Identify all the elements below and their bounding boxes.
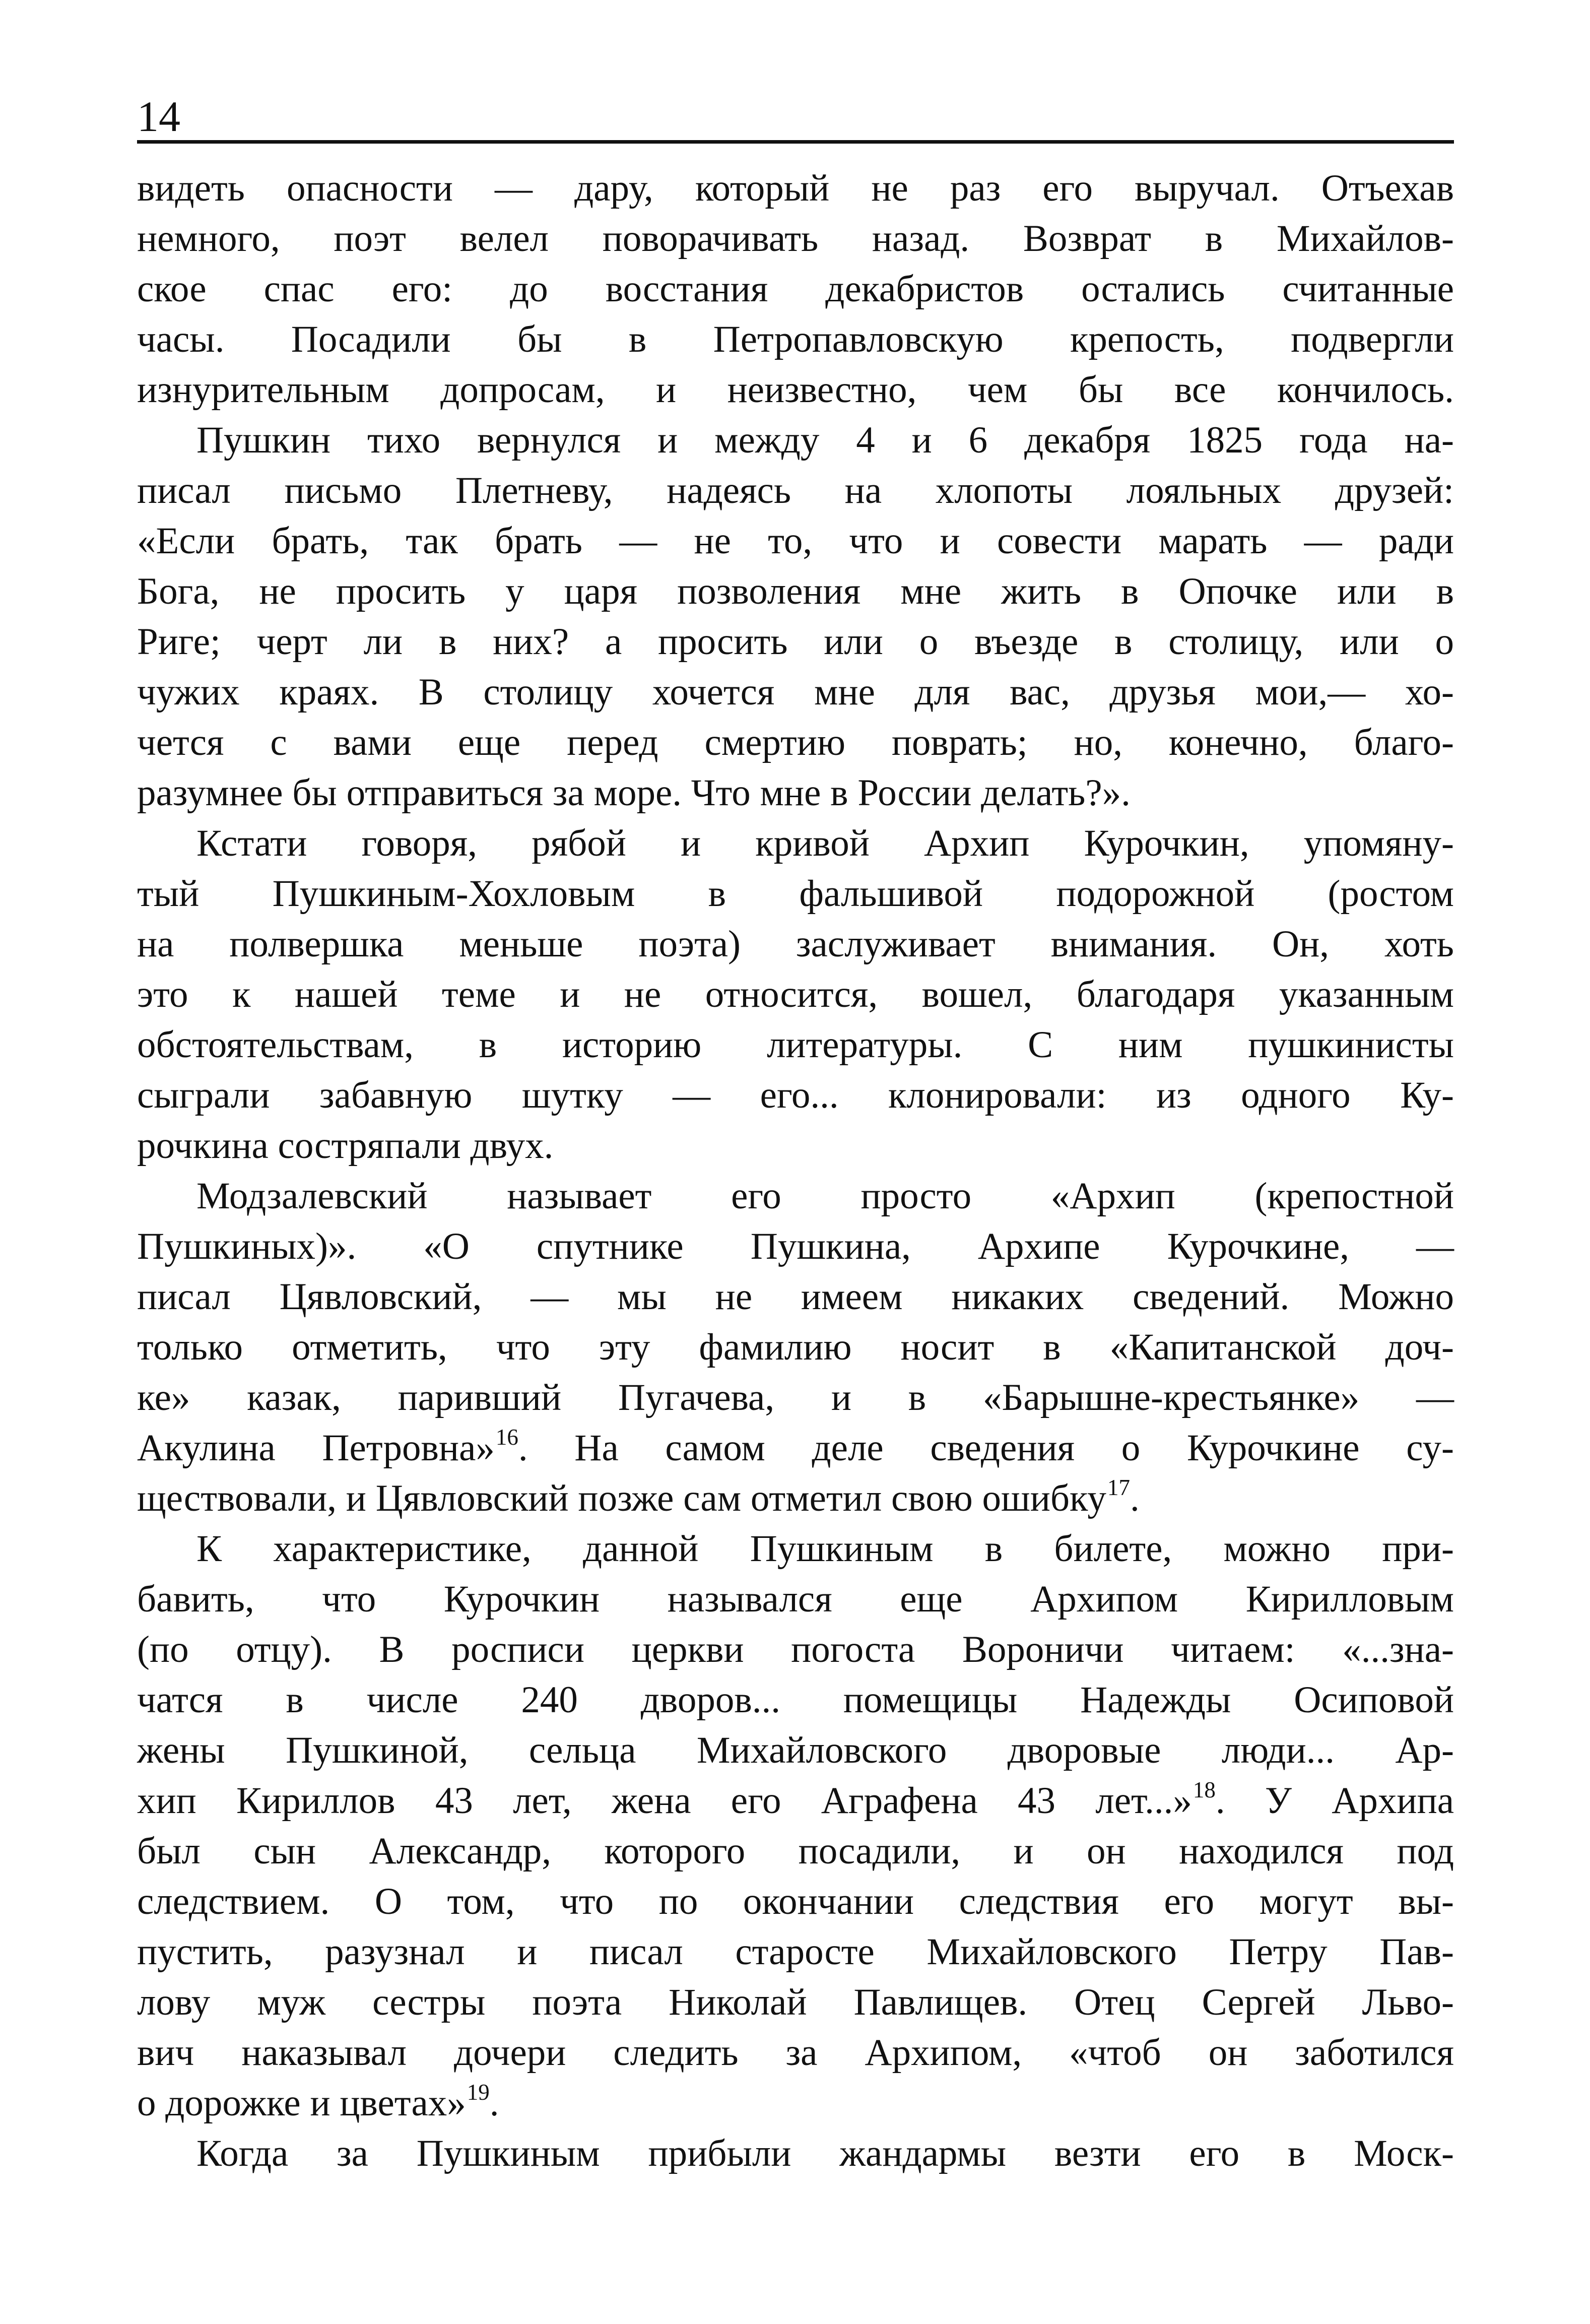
text-line: ке» казак, паривший Пугачева, и в «Барышне-крестьянке» — [137, 1377, 1454, 1418]
text-line: Пушкиных)». «О спутнике Пушкина, Архипе Курочкине, — [137, 1225, 1454, 1267]
body-text [137, 163, 1454, 2179]
text-fragment: . У Архипа [1215, 1780, 1454, 1822]
text-line: обстоятельствам, в историю литературы. С ним пушкинисты [137, 1024, 1454, 1066]
text-line: писал письмо Плетневу, надеясь на хлопоты лояльных друзей: [137, 470, 1454, 511]
footnote-ref: 18 [1192, 1777, 1216, 1802]
text-line: часы. Посадили бы в Петропавловскую крепость, подвергли [137, 318, 1454, 360]
page-number: 14 [137, 92, 180, 141]
paragraph-first-line: Когда за Пушкиным прибыли жандармы везти его в Моск- [196, 2133, 1454, 2174]
text-line: бавить, что Курочкин назывался еще Архипом Кирилловым [137, 1578, 1454, 1620]
text-line: «Если брать, так брать — не то, что и совести марать — ради [137, 520, 1454, 562]
text-line: Риге; черт ли в них? а просить или о въезде в столицу, или о [137, 621, 1454, 663]
paragraph-first-line: Пушкин тихо вернулся и между 4 и 6 декабря 1825 года на- [196, 419, 1454, 461]
text-fragment: ществовали, и Цявловский позже сам отметил свою ошибку [137, 1477, 1106, 1519]
text-line: писал Цявловский, — мы не имеем никаких сведений. Можно [137, 1276, 1454, 1318]
text-line: ское спас его: до восстания декабристов остались считанные [137, 268, 1454, 310]
text-line: изнурительным допросам, и неизвестно, чем бы все кончилось. [137, 369, 1454, 411]
text-fragment: хип Кириллов 43 лет, жена его Аграфена 43 лет...» [137, 1780, 1192, 1822]
text-line: чется с вами еще перед смертию поврать; но, конечно, благо- [137, 722, 1454, 763]
text-line: немного, поэт велел поворачивать назад. Возврат в Михайлов- [137, 218, 1454, 260]
text-line: на полвершка меньше поэта) заслуживает внимания. Он, хоть [137, 923, 1454, 965]
text-line: был сын Александр, которого посадили, и он находился под [137, 1830, 1454, 1872]
text-fragment: Акулина Петровна» [137, 1427, 495, 1469]
text-line: (по отцу). В росписи церкви погоста Вороничи читаем: «...зна- [137, 1629, 1454, 1670]
paragraph-first-line: Кстати говоря, рябой и кривой Архип Курочкин, упомяну- [196, 822, 1454, 864]
text-line: это к нашей теме и не относится, вошел, благодаря указанным [137, 974, 1454, 1015]
running-header [137, 81, 1454, 144]
text-line: вич наказывал дочери следить за Архипом, «чтоб он заботился [137, 2032, 1454, 2074]
text-fragment: . [489, 2082, 499, 2124]
text-line: видеть опасности — дару, который не раз его выручал. Отъехав [137, 167, 1454, 209]
text-line [137, 1473, 1454, 1524]
text-line: сыграли забавную шутку — его... клонировали: из одного Ку- [137, 1074, 1454, 1116]
text-line: чатся в числе 240 дворов... помещицы Надежды Осиповой [137, 1679, 1454, 1721]
paragraph-first-line: Модзалевский называет его просто «Архип (крепостной [196, 1175, 1454, 1217]
footnote-ref: 16 [495, 1424, 518, 1450]
paragraph-first-line: К характеристике, данной Пушкиным в билете, можно при- [196, 1528, 1454, 1570]
text-line: рочкина состряпали двух. [137, 1125, 554, 1167]
text-line: следствием. О том, что по окончании следствия его могут вы- [137, 1881, 1454, 1922]
text-line: Бога, не просить у царя позволения мне жить в Опочке или в [137, 570, 1454, 612]
text-fragment: о дорожке и цветах» [137, 2082, 466, 2124]
text-line [137, 2078, 1454, 2128]
text-line [137, 1423, 1454, 1473]
text-line: лову муж сестры поэта Николай Павлищев. Отец Сергей Льво- [137, 1981, 1454, 2023]
text-line: пустить, разузнал и писал старосте Михайловского Петру Пав- [137, 1931, 1454, 1973]
text-line: тый Пушкиным-Хохловым в фальшивой подорожной (ростом [137, 873, 1454, 915]
text-fragment: . На самом деле сведения о Курочкине су- [518, 1427, 1454, 1469]
footnote-ref: 17 [1107, 1474, 1130, 1500]
text-line: чужих краях. В столицу хочется мне для вас, друзья мои,— хо- [137, 671, 1454, 713]
text-line: только отметить, что эту фамилию носит в «Капитанской доч- [137, 1326, 1454, 1368]
text-fragment: . [1130, 1477, 1140, 1519]
text-line [137, 1776, 1454, 1826]
footnote-ref: 19 [467, 2079, 490, 2105]
text-line: разумнее бы отправиться за море. Что мне в России делать?». [137, 772, 1131, 814]
text-line: жены Пушкиной, сельца Михайловского дворовые люди... Ар- [137, 1729, 1454, 1771]
